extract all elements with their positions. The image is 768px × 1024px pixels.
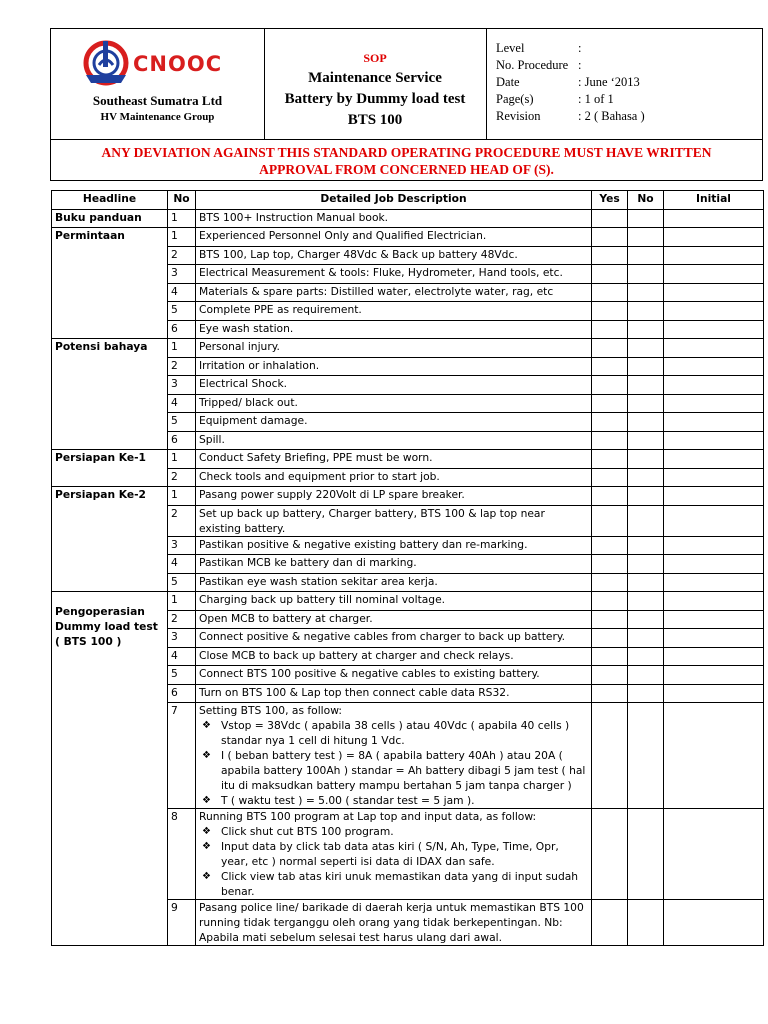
row-no: 6: [168, 684, 196, 703]
bullet-item: ❖ Click view tab atas kiri unuk memastikan data yang di input sudah benar.: [199, 869, 588, 899]
row-no: 2: [168, 468, 196, 487]
row-desc: Pastikan positive & negative existing battery dan re-marking.: [196, 536, 592, 555]
yes-cell[interactable]: [592, 413, 628, 432]
no-cell[interactable]: [628, 573, 664, 592]
no-cell[interactable]: [628, 536, 664, 555]
initial-cell[interactable]: [664, 357, 764, 376]
table-row: [52, 209, 764, 228]
table-row: [52, 228, 764, 247]
headline-cell: Potensi bahaya: [52, 339, 168, 450]
row-desc: Close MCB to back up battery at charger and check relays.: [196, 647, 592, 666]
row-desc: Connect BTS 100 positive & negative cables to existing battery.: [196, 666, 592, 685]
initial-cell[interactable]: [664, 246, 764, 265]
cnooc-logo-icon: [81, 35, 241, 91]
initial-cell[interactable]: [664, 487, 764, 506]
document-info-block: [486, 29, 762, 139]
initial-cell[interactable]: [664, 684, 764, 703]
title-line-2: Battery by Dummy load test: [284, 91, 466, 107]
company-name: Southeast Sumatra Ltd: [92, 93, 223, 108]
row-desc: Turn on BTS 100 & Lap top then connect cable data RS32.: [196, 684, 592, 703]
yes-cell[interactable]: [592, 505, 628, 536]
yes-cell[interactable]: [592, 809, 628, 900]
initial-cell[interactable]: [664, 647, 764, 666]
no-cell[interactable]: [628, 265, 664, 284]
initial-cell[interactable]: [664, 209, 764, 228]
bullet-item: ❖ Click shut cut BTS 100 program.: [199, 824, 588, 839]
row-no: 6: [168, 431, 196, 450]
row-no: 2: [168, 246, 196, 265]
col-yes: Yes: [592, 191, 628, 210]
col-initial: Initial: [664, 191, 764, 210]
yes-cell[interactable]: [592, 431, 628, 450]
initial-cell[interactable]: [664, 394, 764, 413]
row-desc: Pasang power supply 220Volt di LP spare breaker.: [196, 487, 592, 506]
no-cell[interactable]: [628, 505, 664, 536]
yes-cell[interactable]: [592, 450, 628, 469]
row-no: 5: [168, 666, 196, 685]
row-no: 1: [168, 592, 196, 611]
row-no: 5: [168, 413, 196, 432]
row-no: 8: [168, 809, 196, 900]
initial-cell[interactable]: [664, 505, 764, 536]
row-no: 2: [168, 610, 196, 629]
no-cell[interactable]: [628, 320, 664, 339]
no-cell[interactable]: [628, 209, 664, 228]
table-row: [52, 487, 764, 506]
col-no-check: No: [628, 191, 664, 210]
row-desc: Open MCB to battery at charger.: [196, 610, 592, 629]
row-desc: [196, 809, 592, 900]
yes-cell[interactable]: [592, 209, 628, 228]
initial-cell[interactable]: [664, 265, 764, 284]
row-desc: Irritation or inhalation.: [196, 357, 592, 376]
no-cell[interactable]: [628, 431, 664, 450]
initial-cell[interactable]: [664, 431, 764, 450]
row-desc: Materials & spare parts: Distilled water, electrolyte water, rag, etc: [196, 283, 592, 302]
yes-cell[interactable]: [592, 703, 628, 809]
deviation-warning: ANY DEVIATION AGAINST THIS STANDARD OPERATING PROCEDURE MUST HAVE WRITTEN APPROVAL FROM CONCERNED HEAD OF (S).: [50, 140, 763, 181]
row-no: 6: [168, 320, 196, 339]
no-cell[interactable]: [628, 394, 664, 413]
svg-text:CNOOC: CNOOC: [133, 52, 223, 76]
info-procedure: No. Procedure :: [496, 58, 582, 72]
row-desc-text: Setting BTS 100, as follow:: [199, 704, 342, 717]
col-headline: Headline: [52, 191, 168, 210]
info-pages: Page(s) : 1 of 1: [496, 92, 614, 106]
row-no: 1: [168, 228, 196, 247]
company-group: HV Maintenance Group: [100, 111, 215, 123]
document-header: [50, 28, 763, 140]
info-date: Date : June ‘2013: [496, 75, 640, 89]
row-no: 2: [168, 505, 196, 536]
initial-cell[interactable]: [664, 376, 764, 395]
initial-cell[interactable]: [664, 703, 764, 809]
row-no: 7: [168, 703, 196, 809]
no-cell[interactable]: [628, 302, 664, 321]
row-desc: [196, 703, 592, 809]
row-desc: Equipment damage.: [196, 413, 592, 432]
row-desc: Experienced Personnel Only and Qualified Electrician.: [196, 228, 592, 247]
row-desc: Complete PPE as requirement.: [196, 302, 592, 321]
row-desc: Pastikan MCB ke battery dan di marking.: [196, 555, 592, 574]
no-cell[interactable]: [628, 555, 664, 574]
yes-cell[interactable]: [592, 684, 628, 703]
row-desc: Set up back up battery, Charger battery, BTS 100 & lap top near existing battery.: [196, 505, 592, 536]
yes-cell[interactable]: [592, 629, 628, 648]
yes-cell[interactable]: [592, 555, 628, 574]
title-line-3: BTS 100: [347, 112, 403, 128]
yes-cell[interactable]: [592, 536, 628, 555]
no-cell[interactable]: [628, 468, 664, 487]
info-level: Level :: [496, 41, 582, 55]
row-desc: Eye wash station.: [196, 320, 592, 339]
initial-cell[interactable]: [664, 555, 764, 574]
yes-cell[interactable]: [592, 302, 628, 321]
bullet-item: ❖ Vstop = 38Vdc ( apabila 38 cells ) atau 40Vdc ( apabila 40 cells ) standar nya 1 cell di hitung 1 Vdc.: [199, 718, 588, 748]
headline-cell: Buku panduan: [52, 209, 168, 228]
headline-cell: Permintaan: [52, 228, 168, 339]
row-desc: Spill.: [196, 431, 592, 450]
yes-cell[interactable]: [592, 666, 628, 685]
row-desc: BTS 100+ Instruction Manual book.: [196, 209, 592, 228]
no-cell[interactable]: [628, 647, 664, 666]
row-no: 1: [168, 487, 196, 506]
initial-cell[interactable]: [664, 592, 764, 611]
row-desc: Pastikan eye wash station sekitar area kerja.: [196, 573, 592, 592]
yes-cell[interactable]: [592, 320, 628, 339]
yes-cell[interactable]: [592, 376, 628, 395]
yes-cell[interactable]: [592, 339, 628, 358]
yes-cell[interactable]: [592, 573, 628, 592]
yes-cell[interactable]: [592, 468, 628, 487]
no-cell[interactable]: [628, 246, 664, 265]
row-no: 5: [168, 573, 196, 592]
row-no: 4: [168, 555, 196, 574]
no-cell[interactable]: [628, 228, 664, 247]
table-row: [52, 592, 764, 611]
initial-cell[interactable]: [664, 302, 764, 321]
initial-cell[interactable]: [664, 900, 764, 946]
initial-cell[interactable]: [664, 610, 764, 629]
row-desc: Charging back up battery till nominal voltage.: [196, 592, 592, 611]
no-cell[interactable]: [628, 592, 664, 611]
info-revision: Revision : 2 ( Bahasa ): [496, 109, 645, 123]
row-no: 9: [168, 900, 196, 946]
row-no: 1: [168, 339, 196, 358]
row-desc: Connect positive & negative cables from charger to back up battery.: [196, 629, 592, 648]
yes-cell[interactable]: [592, 900, 628, 946]
yes-cell[interactable]: [592, 283, 628, 302]
row-desc: BTS 100, Lap top, Charger 48Vdc & Back up battery 48Vdc.: [196, 246, 592, 265]
no-cell[interactable]: [628, 900, 664, 946]
no-cell[interactable]: [628, 684, 664, 703]
headline-cell: Persiapan Ke-2: [52, 487, 168, 592]
initial-cell[interactable]: [664, 413, 764, 432]
row-desc: Electrical Shock.: [196, 376, 592, 395]
initial-cell[interactable]: [664, 228, 764, 247]
initial-cell[interactable]: [664, 629, 764, 648]
row-desc: Conduct Safety Briefing, PPE must be worn.: [196, 450, 592, 469]
initial-cell[interactable]: [664, 283, 764, 302]
no-cell[interactable]: [628, 487, 664, 506]
yes-cell[interactable]: [592, 610, 628, 629]
yes-cell[interactable]: [592, 592, 628, 611]
initial-cell[interactable]: [664, 809, 764, 900]
initial-cell[interactable]: [664, 536, 764, 555]
row-no: 2: [168, 357, 196, 376]
row-desc: Personal injury.: [196, 339, 592, 358]
row-desc-text: Running BTS 100 program at Lap top and input data, as follow:: [199, 810, 537, 823]
row-no: 1: [168, 209, 196, 228]
no-cell[interactable]: [628, 376, 664, 395]
no-cell[interactable]: [628, 629, 664, 648]
initial-cell[interactable]: [664, 573, 764, 592]
bullet-item: ❖ T ( waktu test ) = 5.00 ( standar test = 5 jam ).: [199, 793, 588, 808]
yes-cell[interactable]: [592, 246, 628, 265]
yes-cell[interactable]: [592, 228, 628, 247]
title-block: [264, 29, 487, 139]
row-no: 3: [168, 265, 196, 284]
row-no: 4: [168, 647, 196, 666]
table-row: [52, 450, 764, 469]
no-cell[interactable]: [628, 339, 664, 358]
no-cell[interactable]: [628, 666, 664, 685]
no-cell[interactable]: [628, 283, 664, 302]
row-no: 5: [168, 302, 196, 321]
row-desc: Tripped/ black out.: [196, 394, 592, 413]
yes-cell[interactable]: [592, 357, 628, 376]
yes-cell[interactable]: [592, 265, 628, 284]
table-row: [52, 339, 764, 358]
bullet-item: ❖ Input data by click tab data atas kiri ( S/N, Ah, Type, Time, Opr, year, etc ) normal seperti isi data di IDAX dan safe.: [199, 839, 588, 869]
row-desc: Electrical Measurement & tools: Fluke, Hydrometer, Hand tools, etc.: [196, 265, 592, 284]
bullet-item: ❖ I ( beban battery test ) = 8A ( apabila battery 40Ah ) atau 20A ( apabila battery 100Ah ) standar = Ah battery dibagi 5 jam test ( hal itu di maksudkan battery mampu bertahan 5 jam tanpa charger ): [199, 748, 588, 793]
row-desc: Pasang police line/ barikade di daerah kerja untuk memastikan BTS 100 running tidak terganggu oleh orang yang tidak berkepentingan. Nb: Apabila mati sebelum selesai test harus ulang dari awal.: [196, 900, 592, 946]
row-desc: Check tools and equipment prior to start job.: [196, 468, 592, 487]
yes-cell[interactable]: [592, 647, 628, 666]
yes-cell[interactable]: [592, 394, 628, 413]
row-no: 3: [168, 536, 196, 555]
col-description: Detailed Job Description: [196, 191, 592, 210]
yes-cell[interactable]: [592, 487, 628, 506]
col-no: No: [168, 191, 196, 210]
initial-cell[interactable]: [664, 339, 764, 358]
initial-cell[interactable]: [664, 320, 764, 339]
initial-cell[interactable]: [664, 468, 764, 487]
procedure-table: [51, 190, 764, 946]
no-cell[interactable]: [628, 809, 664, 900]
no-cell[interactable]: [628, 450, 664, 469]
row-no: 1: [168, 450, 196, 469]
row-no: 3: [168, 376, 196, 395]
no-cell[interactable]: [628, 703, 664, 809]
title-line-1: Maintenance Service: [308, 70, 442, 86]
initial-cell[interactable]: [664, 450, 764, 469]
table-header-row: [52, 191, 764, 210]
initial-cell[interactable]: [664, 666, 764, 685]
headline-cell: Pengoperasian Dummy load test ( BTS 100 ): [52, 592, 168, 946]
row-no: 4: [168, 283, 196, 302]
sop-label: SOP: [363, 51, 387, 65]
row-no: 3: [168, 629, 196, 648]
row-no: 4: [168, 394, 196, 413]
no-cell[interactable]: [628, 357, 664, 376]
headline-cell: Persiapan Ke-1: [52, 450, 168, 487]
no-cell[interactable]: [628, 610, 664, 629]
company-block: [51, 29, 265, 139]
no-cell[interactable]: [628, 413, 664, 432]
